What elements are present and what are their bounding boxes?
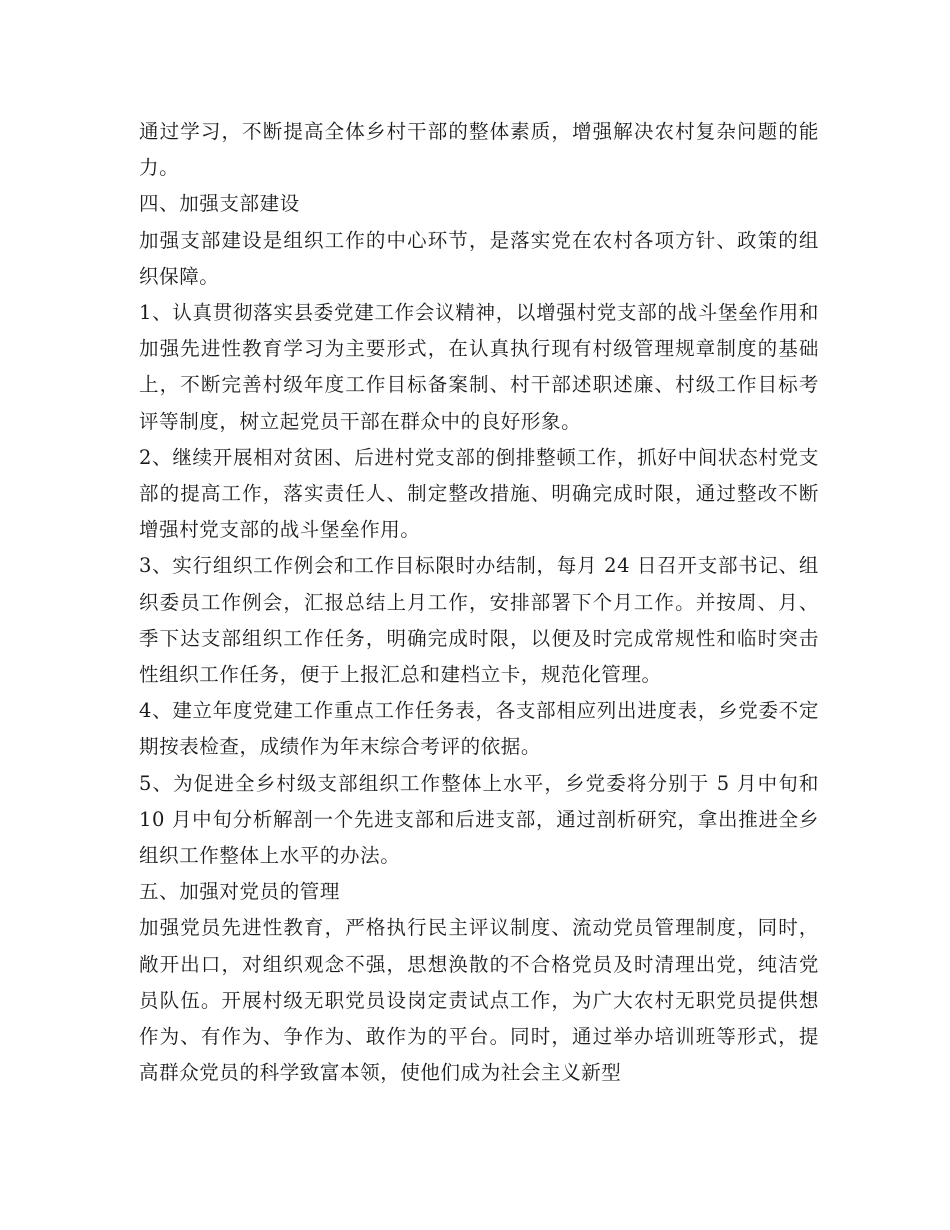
paragraph-continuation: 通过学习，不断提高全体乡村干部的整体素质，增强解决农村复杂问题的能力。 <box>139 120 819 180</box>
paragraph-section-4-intro: 加强支部建设是组织工作的中心环节，是落实党在农村各项方针、政策的组织保障。 <box>139 228 819 288</box>
document-body <box>139 114 819 1091</box>
section-heading-4: 四、加强支部建设 <box>139 192 300 216</box>
list-item-1: 1、认真贯彻落实县委党建工作会议精神，以增强村党支部的战斗堡垒作用和加强先进性教育学习为主要形式，在认真执行现有村级管理规章制度的基础上，不断完善村级年度工作目标备案制、村干部述职述廉、村级工作目标考评等制度，树立起党员干部在群众中的良好形象。 <box>139 301 819 433</box>
paragraph-section-5-body: 加强党员先进性教育，严格执行民主评议制度、流动党员管理制度，同时，敞开出口，对组织观念不强，思想涣散的不合格党员及时清理出党，纯洁党员队伍。开展村级无职党员设岗定责试点工作，为广大农村无职党员提供想作为、有作为、争作为、敢作为的平台。同时，通过举办培训班等形式，提高群众党员的科学致富本领，使他们成为社会主义新型 <box>139 916 819 1085</box>
list-item-3: 3、实行组织工作例会和工作目标限时办结制，每月 24 日召开支部书记、组织委员工作例会，汇报总结上月工作，安排部署下个月工作。并按周、月、季下达支部组织工作任务，明确完成时限，以便及时完成常规性和临时突击性组织工作任务，便于上报汇总和建档立卡，规范化管理。 <box>139 554 819 687</box>
list-item-2: 2、继续开展相对贫困、后进村党支部的倒排整顿工作，抓好中间状态村党支部的提高工作，落实责任人、制定整改措施、明确完成时限，通过整改不断增强村党支部的战斗堡垒作用。 <box>139 445 819 542</box>
list-item-4: 4、建立年度党建工作重点工作任务表，各支部相应列出进度表，乡党委不定期按表检查，成绩作为年末综合考评的依据。 <box>139 699 819 759</box>
section-heading-5: 五、加强对党员的管理 <box>139 880 341 904</box>
list-item-5: 5、为促进全乡村级支部组织工作整体上水平，乡党委将分别于 5 月中旬和 10 月中旬分析解剖一个先进支部和后进支部，通过剖析研究，拿出推进全乡组织工作整体上水平的办法。 <box>139 771 819 868</box>
